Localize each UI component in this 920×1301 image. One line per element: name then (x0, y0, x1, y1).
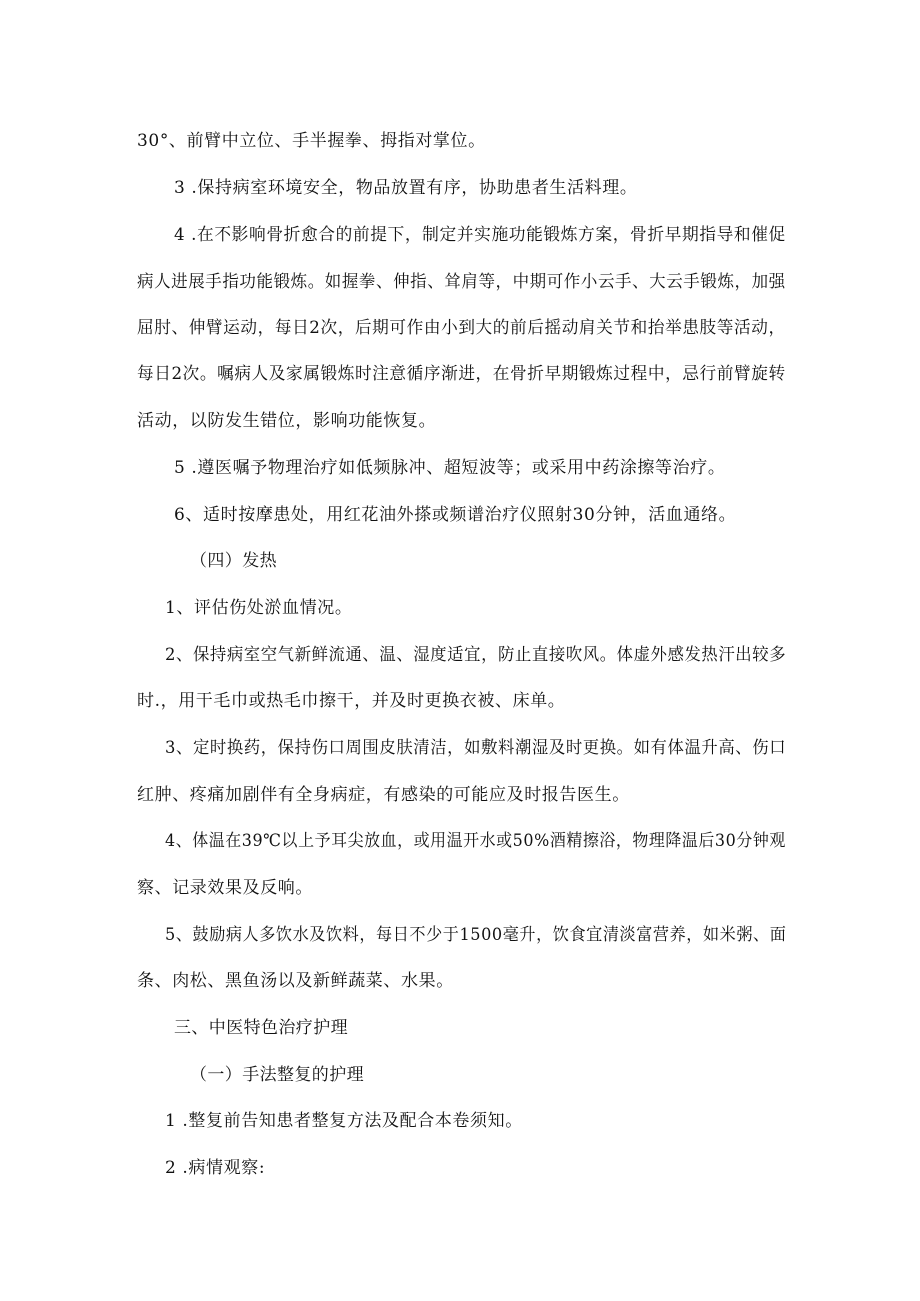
list-item-1: 1、评估伤处淤血情况。 (165, 598, 353, 618)
list-item-4: 4 .在不影响骨折愈合的前提下，制定并实施功能锻炼方案，骨折早期指导和催促 (174, 225, 786, 245)
list-item-5: 5 .遵医嘱予物理治疗如低频脉冲、超短波等；或采用中药涂擦等治疗。 (174, 458, 726, 478)
text-line: 30°、前臂中立位、手半握拳、拇指对掌位。 (137, 131, 486, 151)
list-item-1: 1 .整复前告知患者整复方法及配合本卷须知。 (165, 1111, 523, 1131)
list-item-5: 5、鼓励病人多饮水及饮料，每日不少于1500毫升，饮食宜清淡富营养，如米粥、面 (165, 925, 787, 945)
section-heading-tcm: 三、中医特色治疗护理 (174, 1018, 348, 1038)
list-item-3: 3、定时换药，保持伤口周围皮肤清洁，如敷料潮湿及时更换。如有体温升高、伤口 (165, 738, 787, 758)
text-line: 活动，以防发生错位，影响功能恢复。 (137, 411, 437, 431)
list-item-3: 3 .保持病室环境安全，物品放置有序，协助患者生活料理。 (174, 178, 638, 198)
text-line: 屈肘、伸臂运动，每日2次，后期可作由小到大的前后摇动肩关节和抬举患肢等活动， (137, 318, 786, 338)
text-line: 条、肉松、黑鱼汤以及新鲜蔬菜、水果。 (137, 971, 454, 991)
text-line: 病人进展手指功能锻炼。如握拳、伸指、耸肩等，中期可作小云手、大云手锻炼，加强 (137, 272, 786, 292)
text-line: 时.，用干毛巾或热毛巾擦干，并及时更换衣被、床单。 (137, 691, 566, 711)
text-line: 红肿、疼痛加剧伴有全身病症，有感染的可能应及时报告医生。 (137, 785, 630, 805)
text-line: 每日2次。嘱病人及家属锻炼时注意循序渐进，在骨折早期锻炼过程中，忌行前臂旋转 (137, 364, 786, 384)
list-item-6: 6、适时按摩患处，用红花油外搽或频谱治疗仪照射30分钟，活血通络。 (174, 505, 737, 525)
list-item-2: 2 .病情观察: (165, 1158, 266, 1178)
section-heading-fever: （四）发热 (190, 551, 277, 571)
text-line: 察、记录效果及反响。 (137, 878, 313, 898)
list-item-4: 4、体温在39℃以上予耳尖放血，或用温开水或50%酒精擦浴，物理降温后30分钟观 (165, 831, 786, 851)
list-item-2: 2、保持病室空气新鲜流通、温、湿度适宜，防止直接吹风。体虚外感发热汗出较多 (165, 645, 787, 665)
subsection-heading-reduction: （一）手法整复的护理 (190, 1065, 364, 1085)
